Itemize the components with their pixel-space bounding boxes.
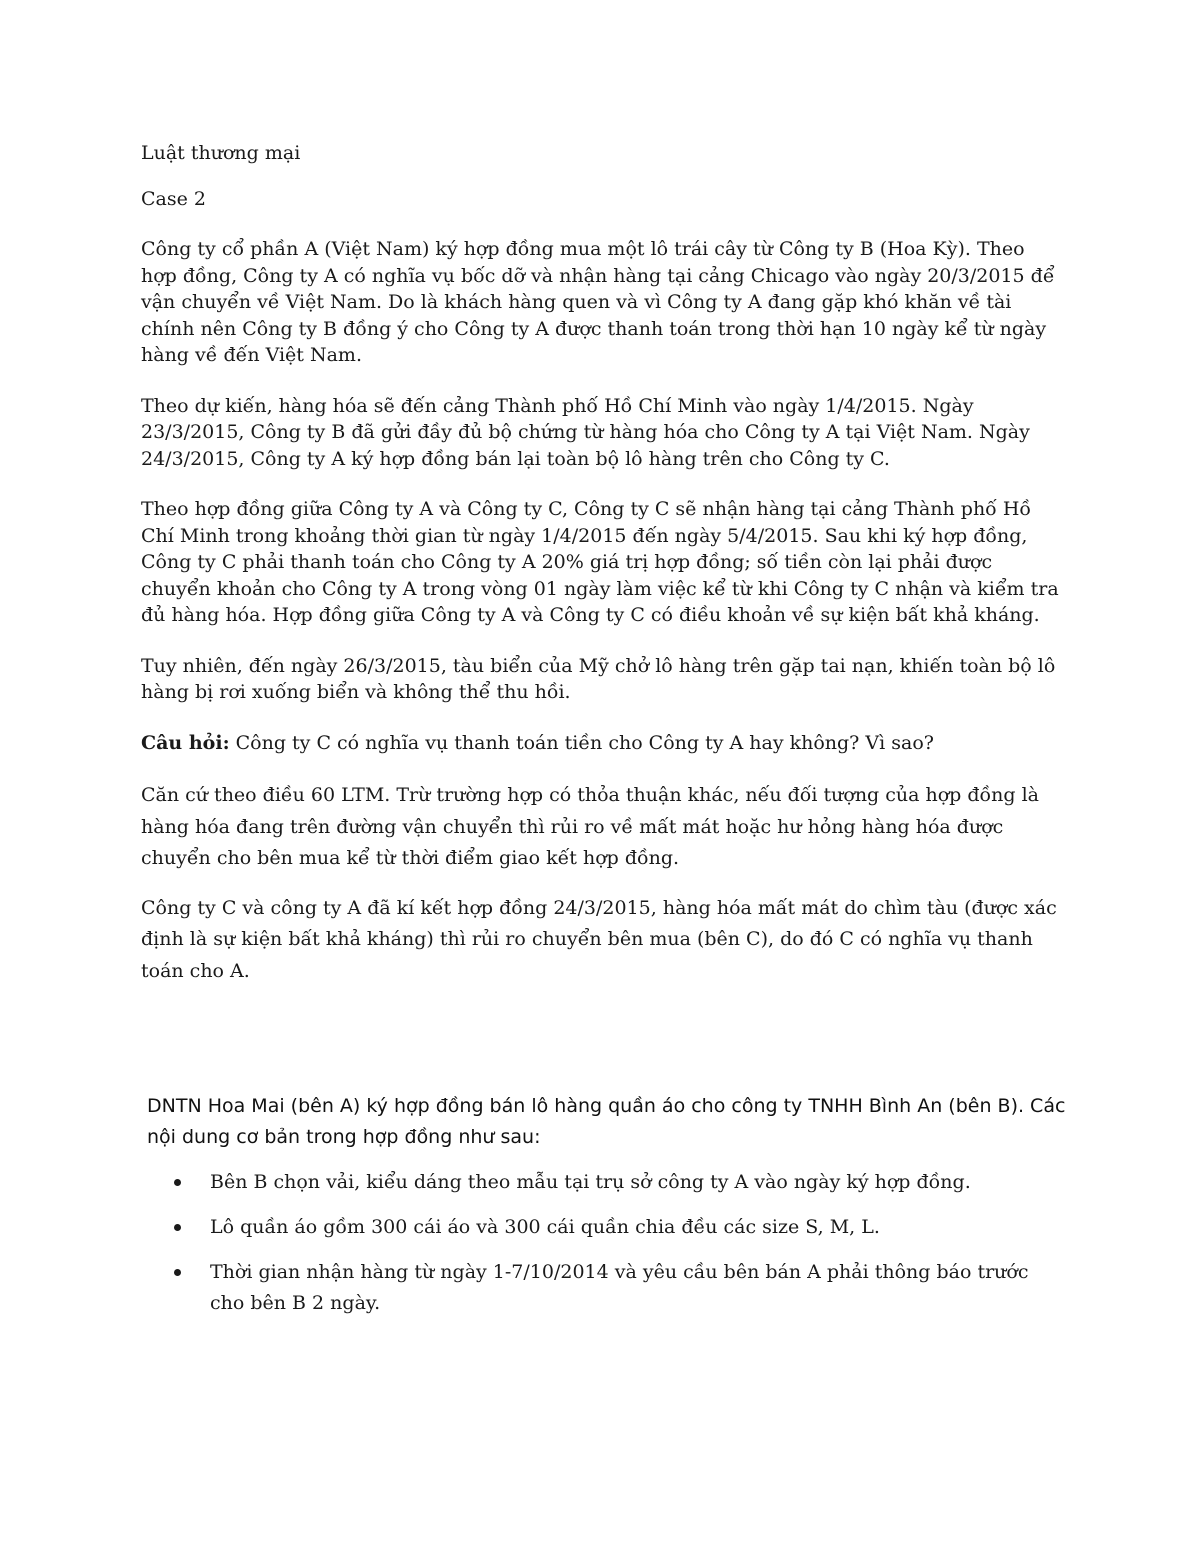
question-text: Công ty C có nghĩa vụ thanh toán tiền cho Công ty A hay không? Vì sao?	[229, 731, 934, 754]
question	[141, 730, 1066, 757]
document-title: Luật thương mại	[141, 142, 301, 164]
requirements-list	[141, 1167, 1066, 1319]
paragraph-1: Công ty cổ phần A (Việt Nam) ký hợp đồng mua một lô trái cây từ Công ty B (Hoa Kỳ). Theo hợp đồng, Công ty A có nghĩa vụ bốc dỡ và nhận hàng tại cảng Chicago vào ngày 20/3/2015 để vận chuyển về Việt Nam. Do là khách hàng quen và vì Công ty A đang gặp khó khăn về tài chính nên Công ty B đồng ý cho Công ty A được thanh toán trong thời hạn 10 ngày kể từ ngày hàng về đến Việt Nam.	[141, 238, 1055, 366]
list-item	[141, 1212, 1066, 1243]
case-label: Case 2	[141, 188, 206, 210]
list-item-text: Bên B chọn vải, kiểu dáng theo mẫu tại trụ sở công ty A vào ngày ký hợp đồng.	[210, 1171, 971, 1193]
list-item	[141, 1167, 1066, 1198]
paragraph-4: Tuy nhiên, đến ngày 26/3/2015, tàu biển của Mỹ chở lô hàng trên gặp tai nạn, khiến toàn bộ lô hàng bị rơi xuống biển và không thể thu hồi.	[141, 654, 1056, 703]
list-item-text: Lô quần áo gồm 300 cái áo và 300 cái quần chia đều các size S, M, L.	[210, 1216, 880, 1238]
section-2-title: DNTN Hoa Mai (bên A) ký hợp đồng bán lô hàng quần áo cho công ty TNHH Bình An (bên B). Các nội dung cơ bản trong hợp đồng như sau:	[147, 1095, 1066, 1148]
bullet-icon	[174, 1179, 181, 1186]
list-item	[141, 1257, 1066, 1319]
list-item-text: Thời gian nhận hàng từ ngày 1-7/10/2014 và yêu cầu bên bán A phải thông báo trước cho bên B 2 ngày.	[210, 1261, 1029, 1314]
bullet-icon	[174, 1224, 181, 1231]
bullet-icon	[174, 1269, 181, 1276]
paragraph-3: Theo hợp đồng giữa Công ty A và Công ty C, Công ty C sẽ nhận hàng tại cảng Thành phố Hồ Chí Minh trong khoảng thời gian từ ngày 1/4/2015 đến ngày 5/4/2015. Sau khi ký hợp đồng, Công ty C phải thanh toán cho Công ty A 20% giá trị hợp đồng; số tiền còn lại phải được chuyển khoản cho Công ty A trong vòng 01 ngày làm việc kể từ khi Công ty C nhận và kiểm tra đủ hàng hóa. Hợp đồng giữa Công ty A và Công ty C có điều khoản về sự kiện bất khả kháng.	[141, 498, 1059, 626]
paragraph-2: Theo dự kiến, hàng hóa sẽ đến cảng Thành phố Hồ Chí Minh vào ngày 1/4/2015. Ngày 23/3/2015, Công ty B đã gửi đầy đủ bộ chứng từ hàng hóa cho Công ty A tại Việt Nam. Ngày 24/3/2015, Công ty A ký hợp đồng bán lại toàn bộ lô hàng trên cho Công ty C.	[141, 394, 1030, 470]
answer-2: Công ty C và công ty A đã kí kết hợp đồng 24/3/2015, hàng hóa mất mát do chìm tàu (được xác định là sự kiện bất khả kháng) thì rủi ro chuyển bên mua (bên C), do đó C có nghĩa vụ thanh toán cho A.	[141, 896, 1057, 982]
document-page	[141, 140, 1066, 1333]
section-spacer	[141, 1005, 1066, 1091]
answer-1: Căn cứ theo điều 60 LTM. Trừ trường hợp có thỏa thuận khác, nếu đối tượng của hợp đồng là hàng hóa đang trên đường vận chuyển thì rủi ro về mất mát hoặc hư hỏng hàng hóa được chuyển cho bên mua kể từ thời điểm giao kết hợp đồng.	[141, 784, 1040, 869]
question-label: Câu hỏi:	[141, 731, 230, 754]
